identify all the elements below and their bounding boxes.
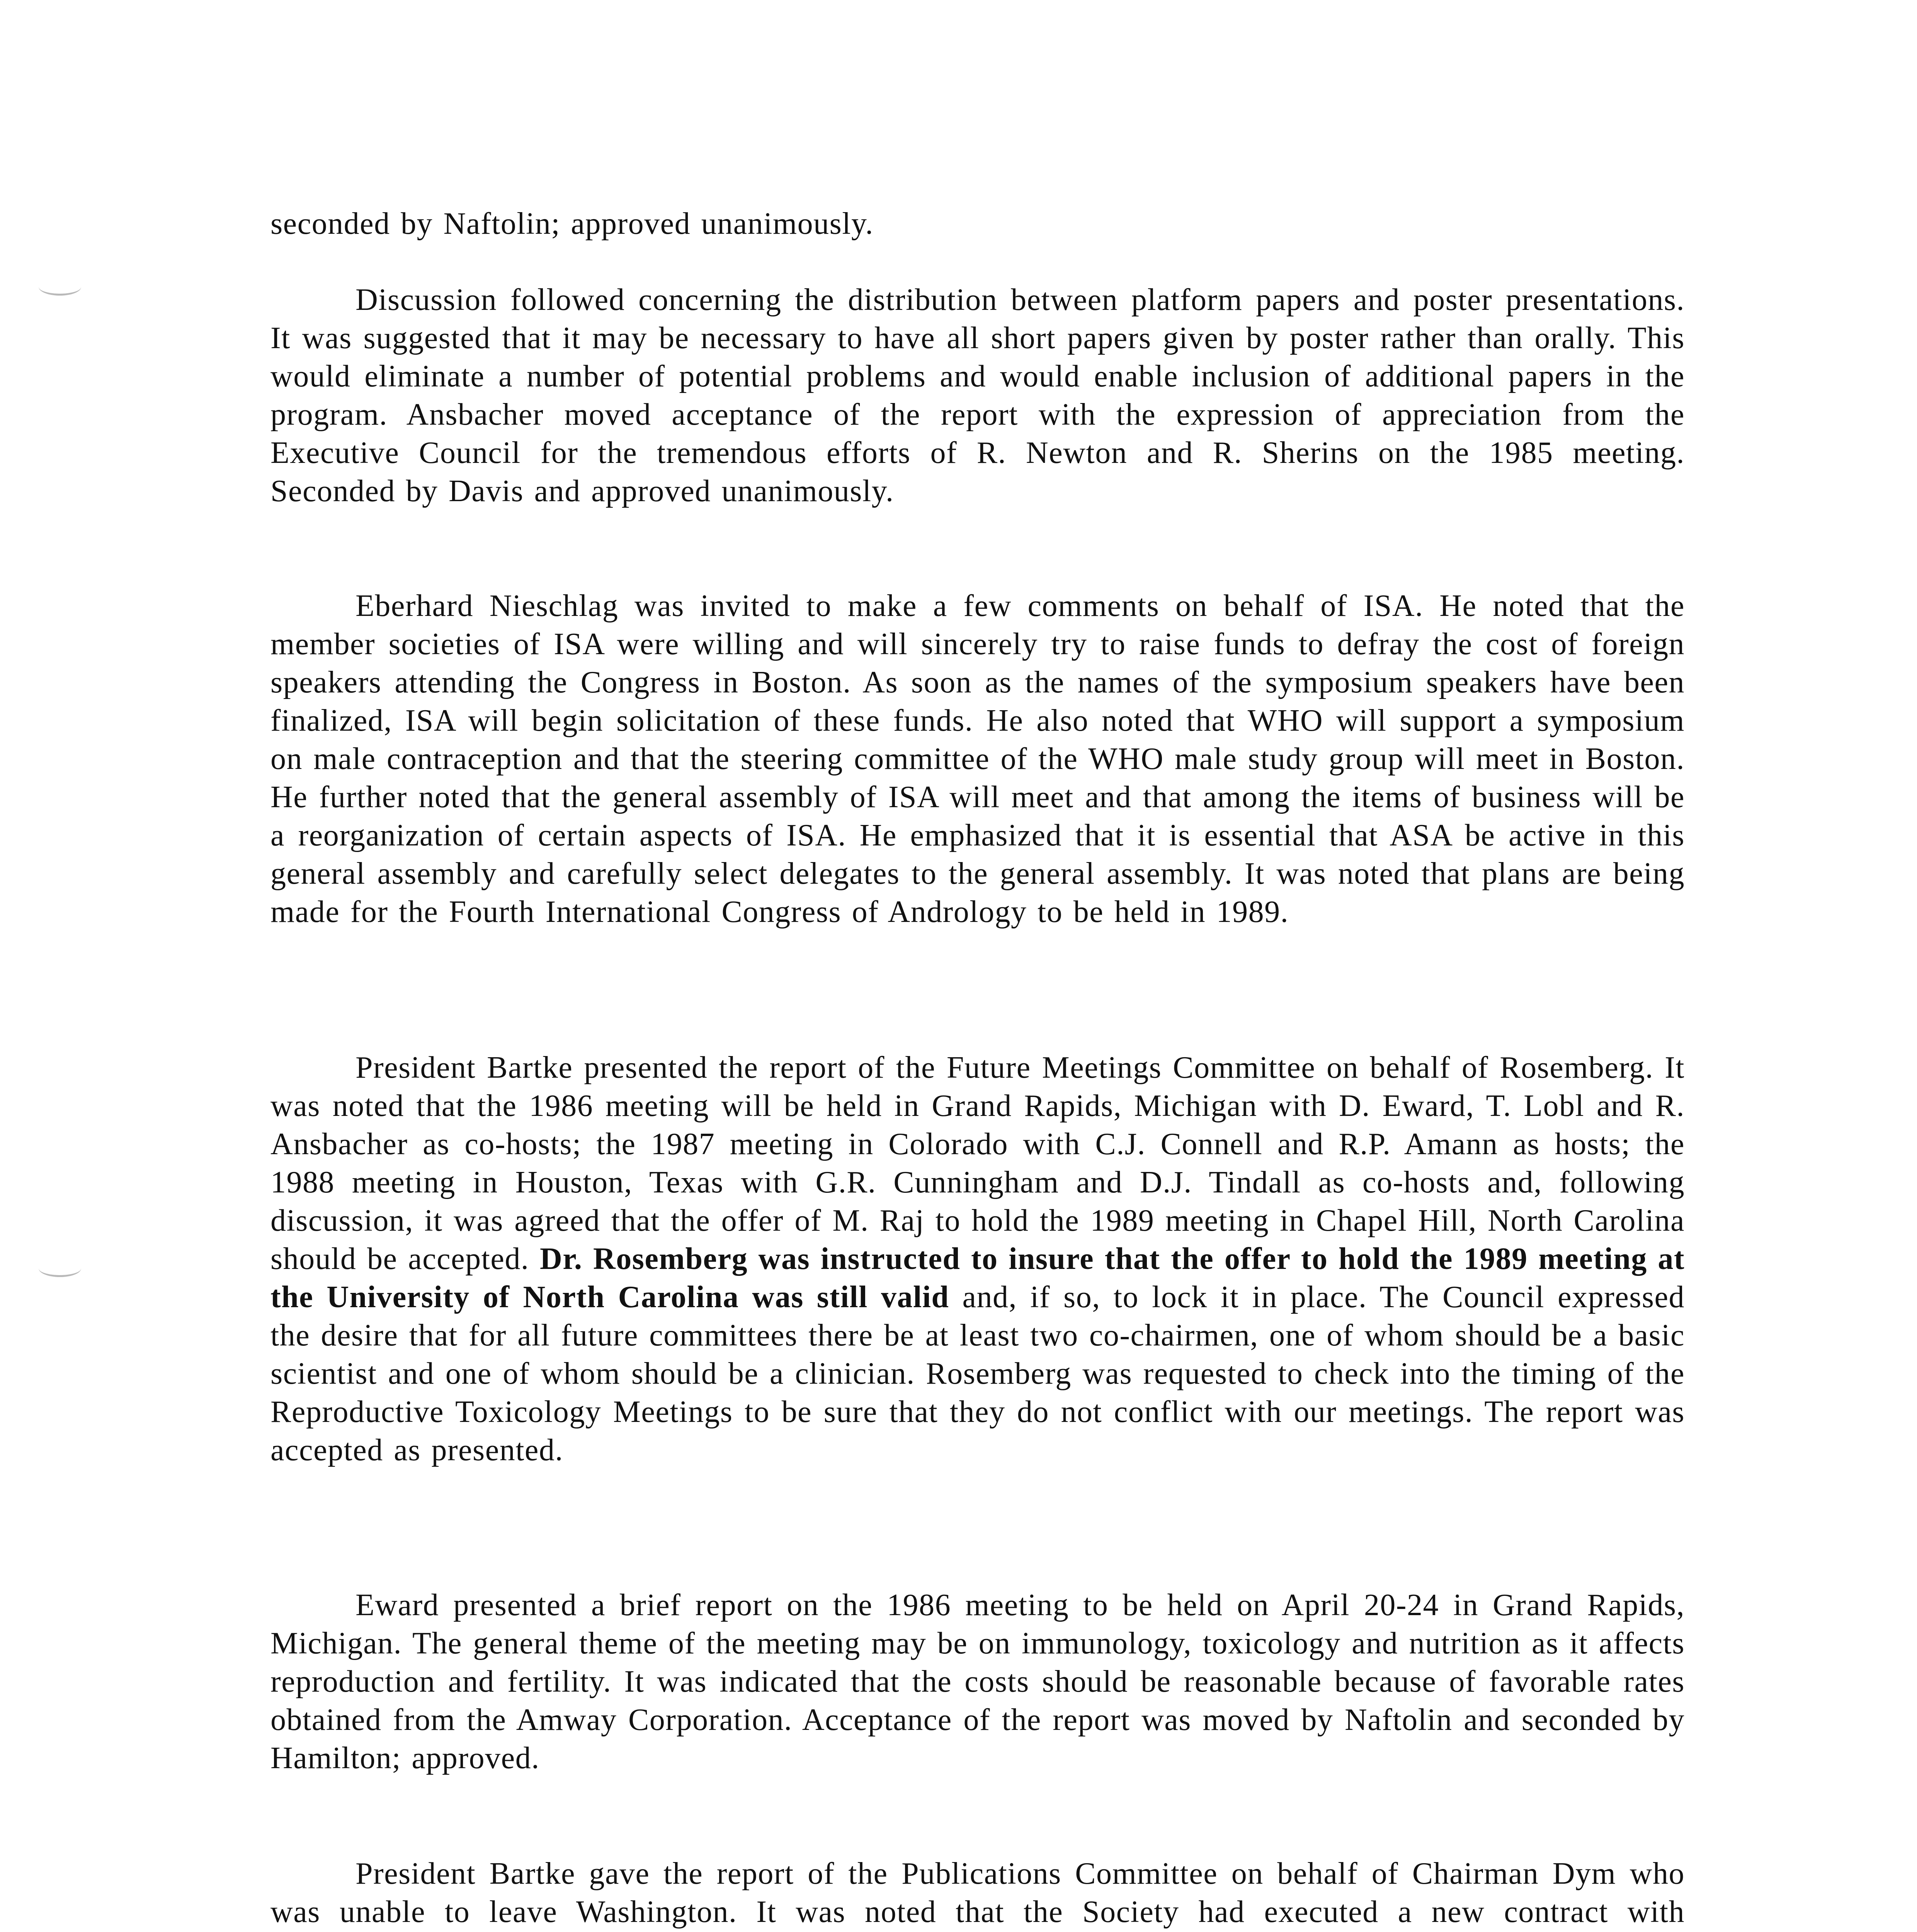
paragraph-text: Eberhard Nieschlag was invited to make a few comments on behalf of ISA. He noted that the member societies of ISA were willing and will sincerely try to raise funds to defray the cost of foreign speakers attending the Congress in Boston. As soon as the names of the symposium speakers have been finalized, ISA will begin solicitation of these funds. He also noted that WHO will support a symposium on male contraception and that the steering committee of the WHO male study group will meet in Boston. He further noted that the general assembly of ISA will meet and that among the items of business will be a reorganization of certain aspects of ISA. He emphasized that it is essential that ASA be active in this general assembly and carefully select delegates to the general assembly. It was noted that plans are being made for the Fourth International Congress of Andrology to be held in 1989.	[270, 589, 1685, 929]
paragraph-1986-meeting	[270, 1586, 1685, 1777]
paragraph-publications-committee	[270, 1855, 1685, 1932]
binder-hole-mark	[39, 278, 81, 296]
paragraph-text	[270, 1049, 1685, 1469]
paragraph-poster-discussion	[270, 281, 1685, 510]
paragraph-text: President Bartke gave the report of the Publications Committee on behalf of Chairman Dym who was unable to leave Washington. It was noted that the Society had executed a new contract with	[270, 1857, 1685, 1929]
paragraph-text-bold: Dr. Rosemberg was instructed to insure that the offer to hold the 1989 meeting at the University of North Carolina was still valid	[270, 1242, 1685, 1314]
paragraph-text: Eward presented a brief report on the 1986 meeting to be held on April 20-24 in Grand Rapids, Michigan. The general theme of the meeting may be on immunology, toxicology and nutrition as it affects reproduction and fertility. It was indicated that the costs should be reasonable because of favorable rates obtained from the Amway Corporation. Acceptance of the report was moved by Naftolin and seconded by Hamilton; approved.	[270, 1588, 1685, 1775]
binder-hole-mark	[39, 1260, 81, 1277]
paragraph-text: Discussion followed concerning the distribution between platform papers and poster presentations. It was suggested that it may be necessary to have all short papers given by poster rather than orally. This would eliminate a number of potential problems and would enable inclusion of additional papers in the program. Ansbacher moved acceptance of the report with the expression of appreciation from the Executive Council for the tremendous efforts of R. Newton and R. Sherins on the 1985 meeting. Seconded by Davis and approved unanimously.	[270, 283, 1685, 508]
paragraph-text: seconded by Naftolin; approved unanimously.	[270, 207, 874, 241]
paragraph-continuation	[270, 205, 1685, 243]
paragraph-text-regular: and, if so, to lock it in place. The Council expressed the desire that for all future committees there be at least two co-chairmen, one of whom should be a basic scientist and one of whom should be a clinician. Rosemberg was requested to check into the timing of the Reproductive Toxicology Meetings to be sure that they do not conflict with our meetings. The report was accepted as presented.	[270, 1280, 1685, 1467]
paragraph-future-meetings	[270, 1049, 1685, 1469]
paragraph-text-regular: President Bartke presented the report of the Future Meetings Committee on behalf of Rosemberg. It was noted that the 1986 meeting will be held in Grand Rapids, Michigan with D. Eward, T. Lobl and R. Ansbacher as co-hosts; the 1987 meeting in Colorado with C.J. Connell and R.P. Amann as hosts; the 1988 meeting in Houston, Texas with G.R. Cunningham and D.J. Tindall as co-hosts and, following discussion, it was agreed that the offer of M. Raj to hold the 1989 meeting in Chapel Hill, North Carolina should be accepted.	[270, 1051, 1685, 1276]
paragraph-isa-comments	[270, 587, 1685, 931]
